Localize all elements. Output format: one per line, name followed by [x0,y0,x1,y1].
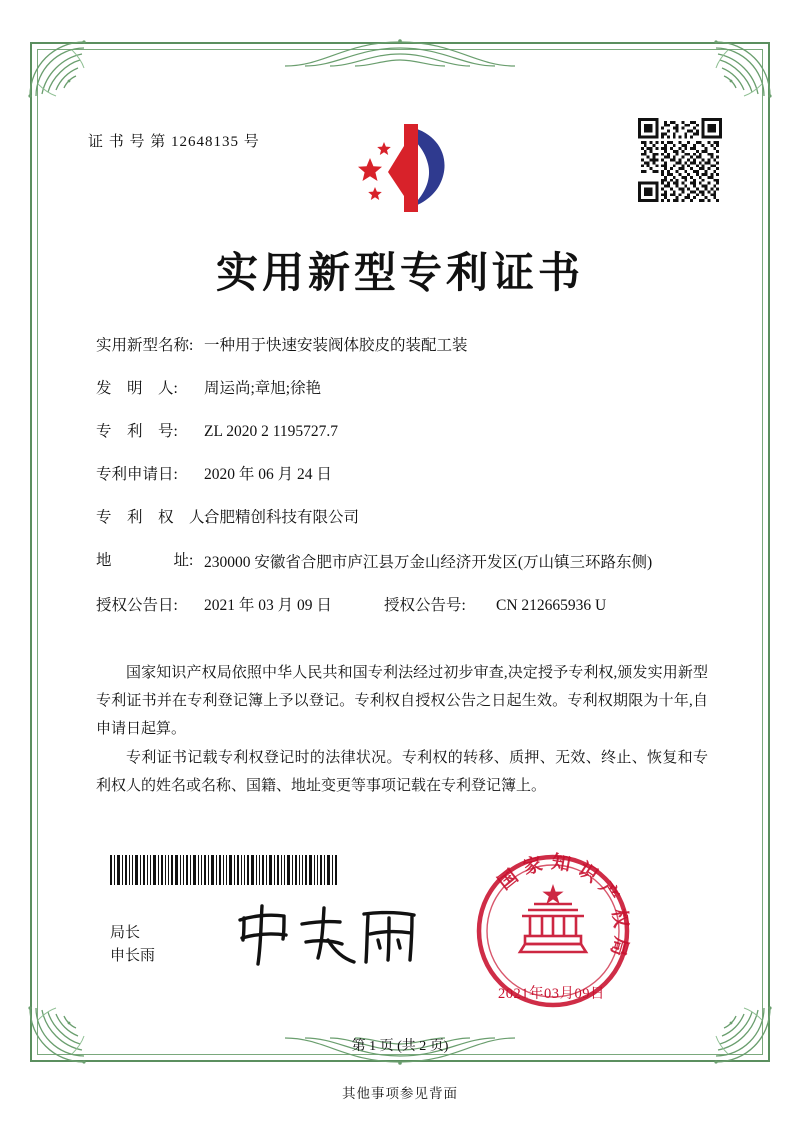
field-label-application-date: 专利申请日: [96,465,178,483]
field-value-patent-number: ZL 2020 2 1195727.7 [204,422,339,440]
field-value-utility-model-name: 一种用于快速安装阀体胶皮的装配工装 [204,337,468,354]
legal-text-block [96,660,708,803]
field-value-patentee: 合肥精创科技有限公司 [204,508,360,526]
field-value-application-date: 2020 年 06 月 24 日 [204,465,332,483]
field-value-grant-date: 2021 年 03 月 09 日 [204,596,332,614]
signature-block [110,922,155,967]
barcode-icon [110,855,340,885]
cnipa-logo-icon [348,118,458,218]
field-patentee [96,508,706,529]
field-inventors [96,379,706,400]
field-value-grant-number: CN 212665936 U [496,596,607,614]
field-utility-model-name [96,336,706,357]
page-number: 第 1 页 (共 2 页) [351,1039,449,1054]
qr-code-icon [638,118,722,202]
footer-note: 其他事项参见背面 [342,1086,458,1101]
certificate-number: 证 书 号 第 12648135 号 [88,134,260,150]
field-value-inventors: 周运尚;章旭;徐艳 [204,379,322,397]
handwritten-signature-icon [228,900,428,974]
field-label-address: 地 址: [96,551,194,569]
field-label-patent-number: 专 利 号: [96,422,178,440]
seal-date: 2021年03月09日 [498,986,605,1002]
field-list [96,336,706,635]
signature-title: 局长 [110,925,141,941]
field-value-address: 230000 安徽省合肥市庐江县万金山经济开发区(万山镇三环路东侧) [204,553,653,571]
field-label-grant-date: 授权公告日: [96,596,178,614]
legal-paragraph-1: 国家知识产权局依照中华人民共和国专利法经过初步审查,决定授予专利权,颁发实用新型专利证书并在专利登记簿上予以登记。专利权自授权公告之日起生效。专利权期限为十年,自申请日起算。 [96,665,708,737]
field-label-utility-model-name: 实用新型名称: [96,337,194,354]
field-label-grant-number: 授权公告号: [384,596,466,614]
field-patent-number [96,422,706,443]
page-title: 实用新型专利证书 [215,248,584,297]
field-application-date [96,465,706,486]
legal-paragraph-2: 专利证书记载专利权登记时的法律状况。专利权的转移、质押、无效、终止、恢复和专利权人的姓名或名称、国籍、地址变更等事项记载在专利登记簿上。 [96,750,708,794]
svg-text:国家知识产权局: 国家知识产权局 [493,850,634,966]
field-grant-row [96,596,706,617]
field-address [96,551,706,574]
field-label-inventors: 发 明 人: [96,379,178,397]
signature-name: 申长雨 [110,947,156,964]
field-label-patentee: 专 利 权 人: [96,508,209,526]
